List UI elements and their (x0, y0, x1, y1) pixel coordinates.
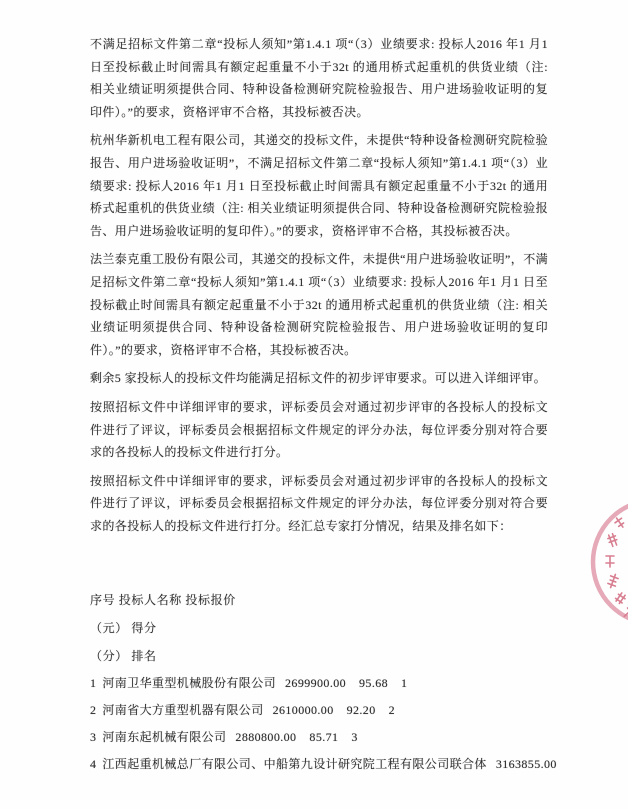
table-header-line-1: 序号 投标人名称 投标报价 (90, 593, 236, 608)
bid-price: 2610000.00 (272, 703, 334, 718)
paragraph-detailed-review-2: 按照招标文件中详细评审的要求，评标委员会对通过初步评审的各投标人的投标文件进行了评议，评标委员会根据招标文件规定的评分办法，每位评委分别对符合要求的各投标人的投标文件进行打分。经汇总专家打分情况，结果及排名如下： (90, 473, 548, 533)
ranking-table (90, 586, 557, 778)
score: 95.68 (359, 676, 389, 691)
bidder-name: 河南卫华重型机械股份有限公司 (102, 676, 277, 691)
bid-price: 3163855.00 (495, 757, 557, 772)
rank: 1 (401, 676, 408, 691)
score: 92.20 (346, 703, 376, 718)
bid-price: 2880800.00 (235, 730, 297, 745)
paragraph-remaining-bidders: 剩余5 家投标人的投标文件均能满足招标文件的初步评审要求。可以进入详细评审。 (90, 371, 547, 386)
bidder-name: 河南省大方重型机器有限公司 (102, 703, 264, 718)
red-seal-icon (570, 495, 628, 635)
table-header-line-3: （分） 排名 (90, 649, 157, 664)
paragraph-rejection-2: 杭州华新机电工程有限公司，其递交的投标文件，未提供“特种设备检测研究院检验报告、用户进场验收证明”，不满足招标文件第二章“投标人须知”第1.4.1 项“（3）业绩要求: 投标人2016 年1 月1 日至投标截止时间需具有额定起重量不小于32t 的通用桥式起重机的供货业绩（注: 相关业绩证明须提供合同、特种设备检测研究院检验报告、用户进场验收证明的复印件）。”的要求，资格评审不合格，其投标被否决。 (90, 133, 548, 238)
paragraph-rejection-3: 法兰泰克重工股份有限公司，其递交的投标文件，未提供“用户进场验收证明”，不满足招标文件第二章“投标人须知”第1.4.1 项“（3）业绩要求: 投标人2016 年1 月1 日至投标截止时间需具有额定起重量不小于32t 的通用桥式起重机的供货业绩（注: 相关业绩证明须提供合同、特种设备检测研究院检验报告、用户进场验收证明的复印件）。”的要求，资格评审不合格，其投标被否决。 (90, 252, 548, 357)
table-row (90, 751, 557, 778)
row-number: 1 (90, 676, 97, 691)
bidder-name: 河南东起机械有限公司 (102, 730, 227, 745)
document-body (90, 33, 557, 778)
paragraph-rejection-1: 不满足招标文件第二章“投标人须知”第1.4.1 项“（3）业绩要求: 投标人2016 年1 月1日至投标截止时间需具有额定起重量不小于32t 的通用桥式起重机的供货业绩（注: 相关业绩证明须提供合同、特种设备检测研究院检验报告、用户进场验收证明的复印件）。”的要求，资格评审不合格，其投标被否决。 (90, 37, 548, 119)
table-row (90, 724, 548, 751)
score: 85.71 (309, 730, 339, 745)
table-row (90, 697, 548, 724)
bid-price: 2699900.00 (285, 676, 347, 691)
table-header-line-2: （元） 得分 (90, 621, 157, 636)
table-row (90, 670, 548, 697)
paragraph-detailed-review-1: 按照招标文件中详细评审的要求，评标委员会对通过初步评审的各投标人的投标文件进行了评议，评标委员会根据招标文件规定的评分办法，每位评委分别对符合要求的各投标人的投标文件进行打分。 (90, 399, 548, 460)
rank: 3 (351, 730, 358, 745)
row-number: 3 (90, 730, 97, 745)
row-number: 2 (90, 703, 97, 718)
row-number: 4 (90, 757, 97, 772)
bidder-name: 江西起重机械总厂有限公司、中船第九设计研究院工程有限公司联合体 (102, 757, 487, 772)
rank: 2 (388, 703, 396, 718)
